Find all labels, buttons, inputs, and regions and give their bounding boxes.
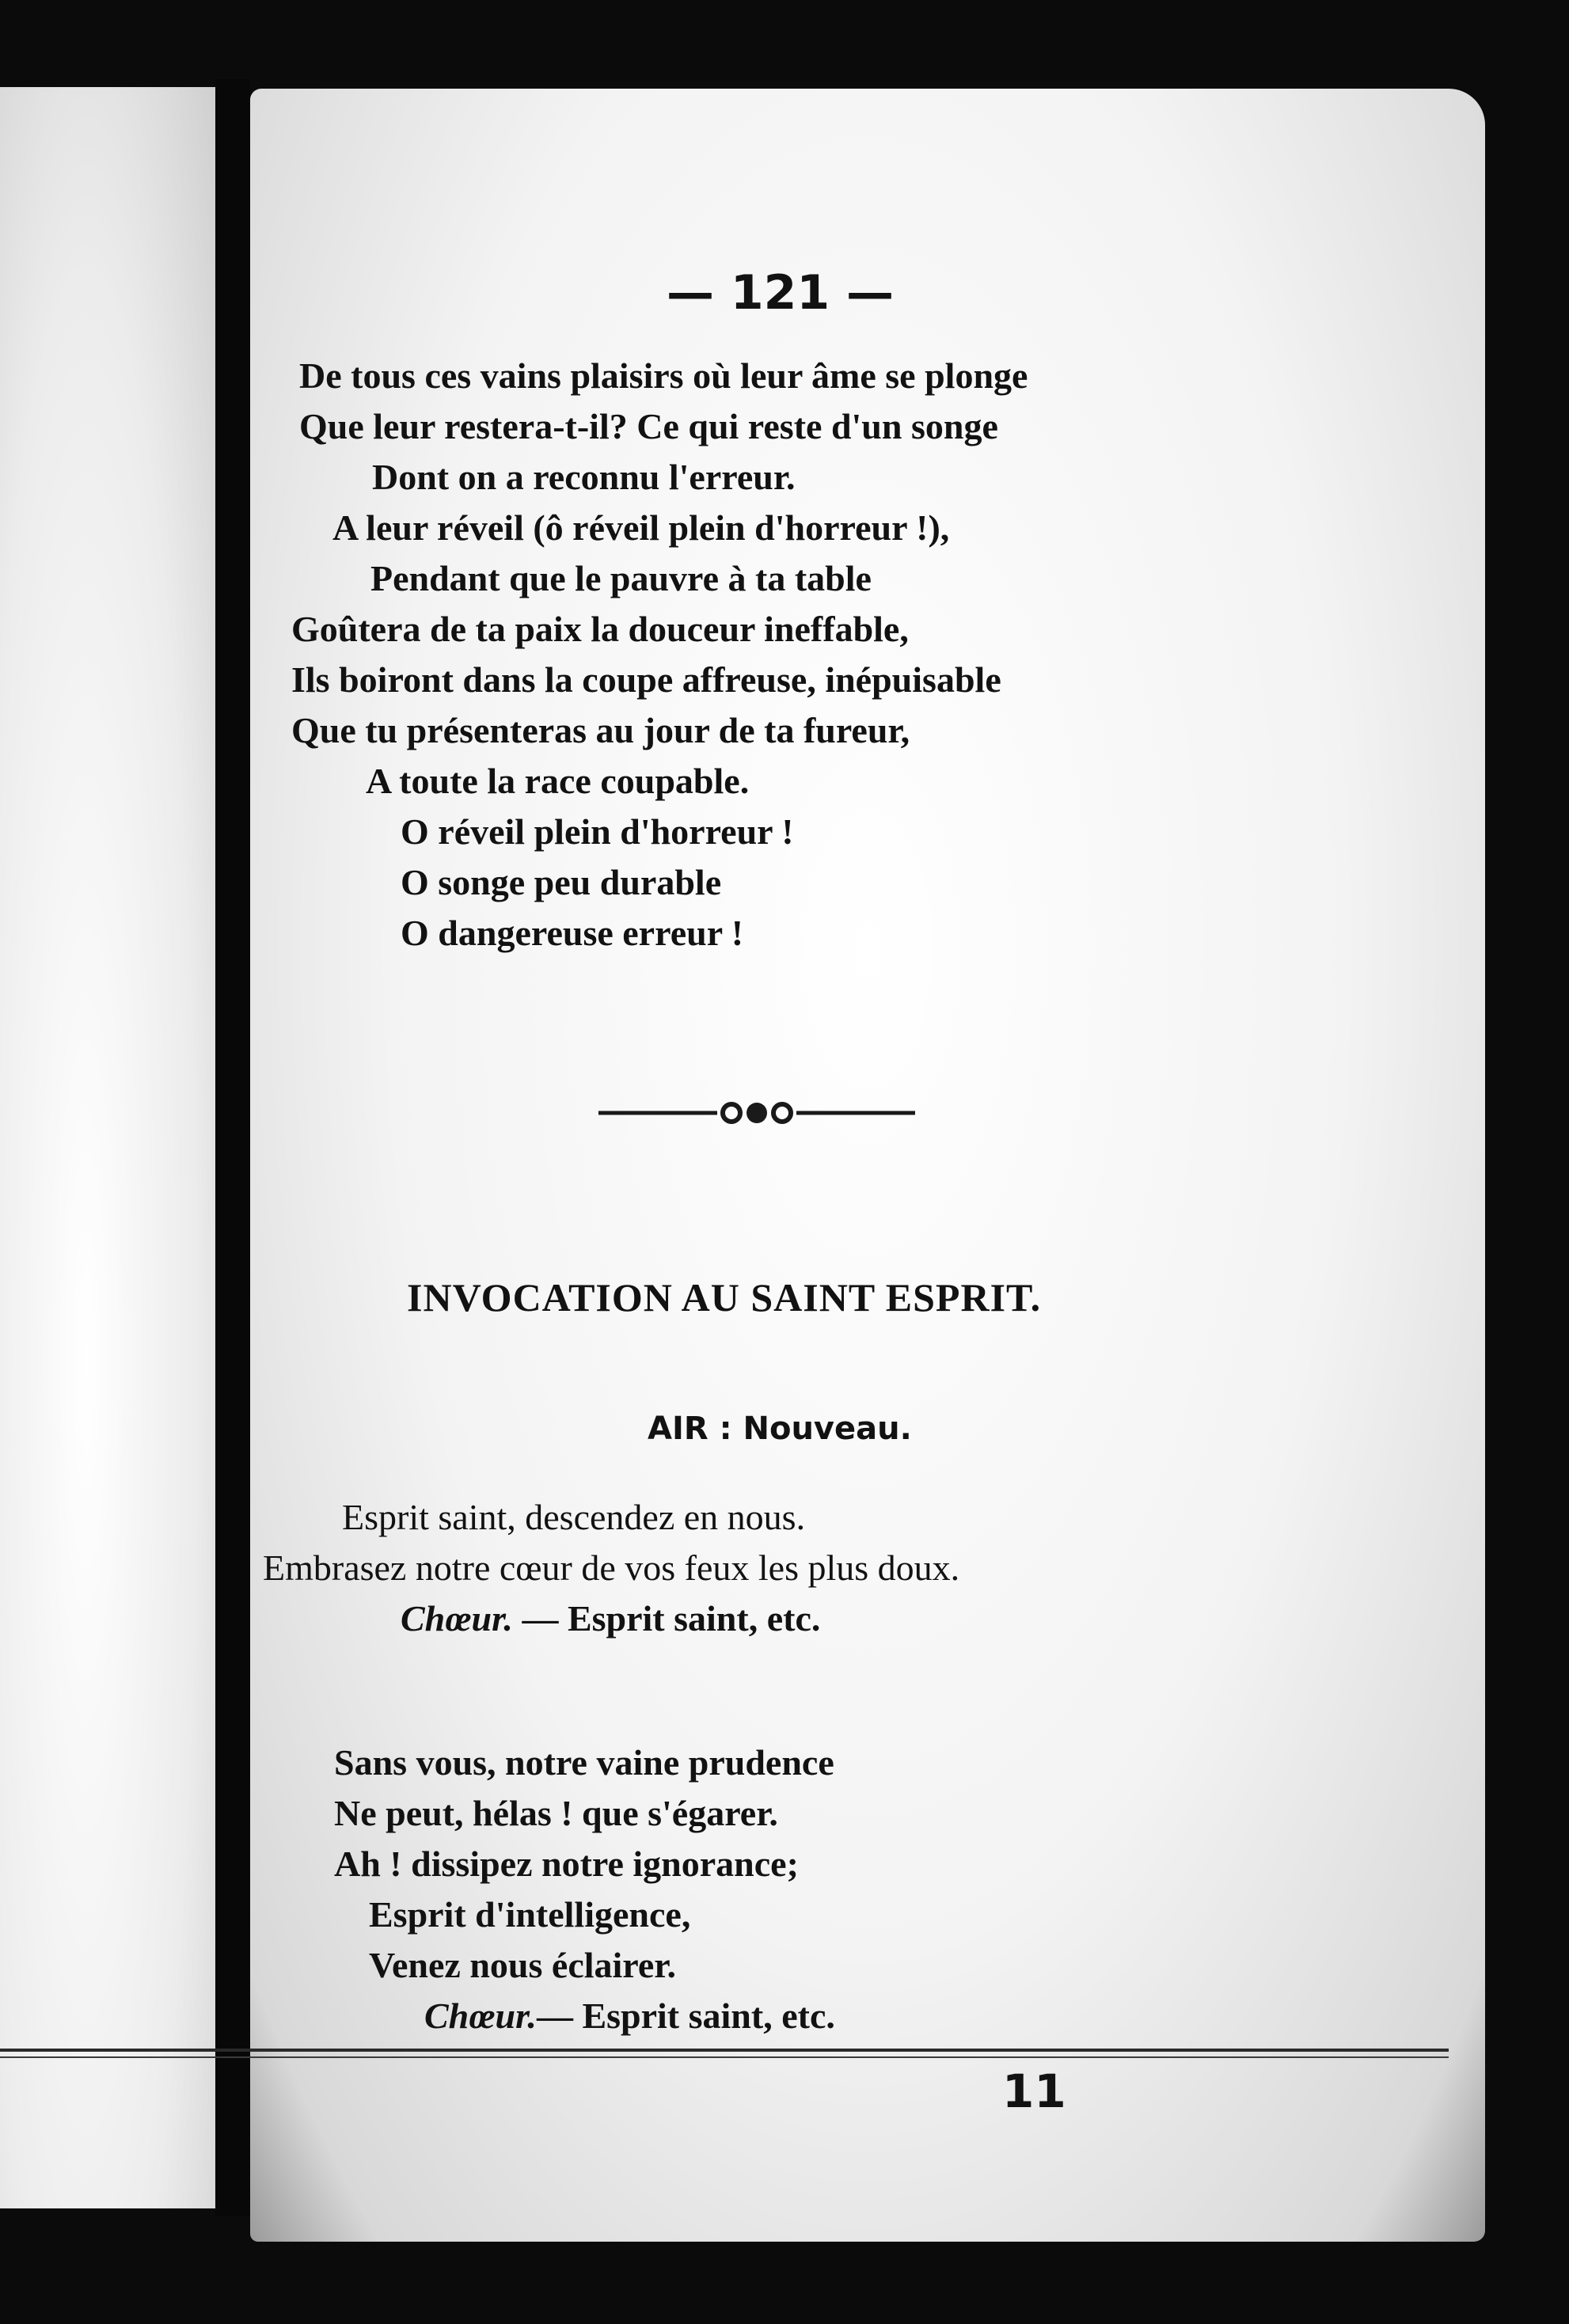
signature-mark: 11 xyxy=(1002,2064,1066,2118)
poem-line: O dangereuse erreur ! xyxy=(401,913,744,953)
chorus-line xyxy=(401,1597,820,1639)
poem-line: Ils boiront dans la coupe affreuse, inépuisable xyxy=(291,659,1001,700)
ornament-divider xyxy=(598,1099,915,1127)
stanza-line: Embrasez notre cœur de vos feux les plus doux. xyxy=(263,1547,960,1588)
bottom-rule xyxy=(0,2049,1449,2052)
stanza-line: Esprit d'intelligence, xyxy=(369,1894,691,1935)
stanza-line: Ah ! dissipez notre ignorance; xyxy=(334,1844,799,1884)
section-title: INVOCATION AU SAINT ESPRIT. xyxy=(407,1275,1042,1320)
chorus-label: Chœur. xyxy=(401,1598,513,1639)
poem-line: O réveil plein d'horreur ! xyxy=(401,811,794,852)
chorus-line xyxy=(424,1995,835,2037)
poem-line: Que tu présenteras au jour de ta fureur, xyxy=(291,710,910,750)
stanza-line: Ne peut, hélas ! que s'égarer. xyxy=(334,1793,778,1833)
left-page xyxy=(0,87,215,2208)
poem-line: Que leur restera-t-il? Ce qui reste d'un songe xyxy=(299,406,998,446)
poem-line: O songe peu durable xyxy=(401,862,722,902)
bottom-rule xyxy=(0,2056,1449,2058)
page-number: — 121 — xyxy=(667,265,895,321)
stanza-line: Venez nous éclairer. xyxy=(369,1945,676,1985)
chorus-text: — Esprit saint, etc. xyxy=(536,1996,835,2036)
stanza-line: Esprit saint, descendez en nous. xyxy=(342,1497,806,1537)
chorus-label: Chœur. xyxy=(424,1996,537,2036)
chorus-text: — Esprit saint, etc. xyxy=(512,1598,821,1639)
air-label: AIR : Nouveau. xyxy=(648,1411,912,1447)
poem-line: A toute la race coupable. xyxy=(366,761,750,801)
book-gutter xyxy=(215,79,250,2216)
poem-line: Dont on a reconnu l'erreur. xyxy=(372,457,796,497)
poem-line: A leur réveil (ô réveil plein d'horreur !), xyxy=(332,507,950,548)
stanza-line: Sans vous, notre vaine prudence xyxy=(334,1742,834,1783)
poem-line: Pendant que le pauvre à ta table xyxy=(370,558,872,598)
poem-line: Goûtera de ta paix la douceur ineffable, xyxy=(291,609,909,649)
poem-line: De tous ces vains plaisirs où leur âme se plonge xyxy=(299,355,1028,396)
